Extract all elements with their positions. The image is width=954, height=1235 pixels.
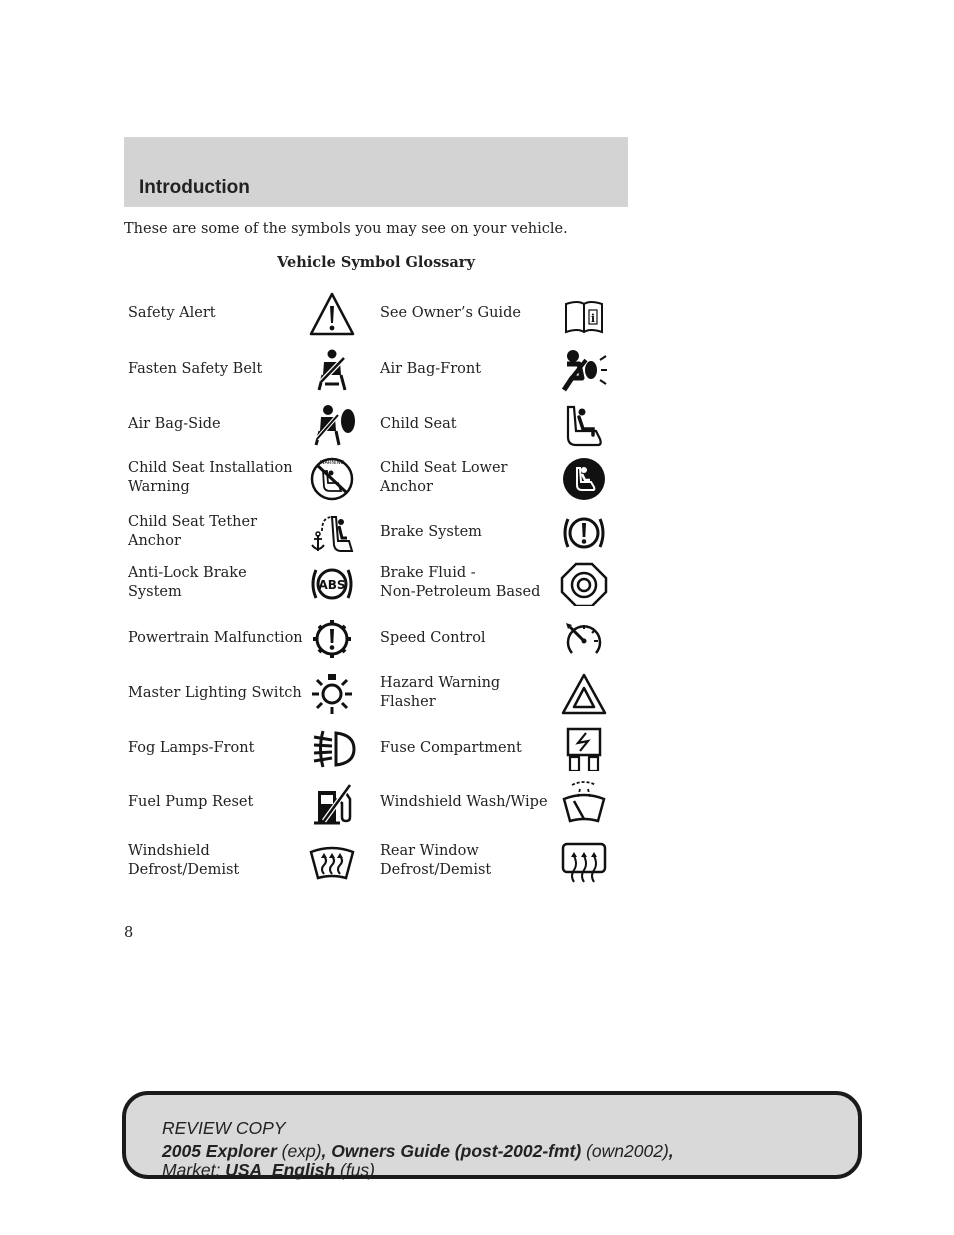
symbol-label: [380, 342, 555, 396]
symbol-label-line: Speed Control: [380, 629, 486, 646]
child-seat-warning-icon: [308, 457, 356, 501]
symbol-label-line: Non-Petroleum Based: [380, 584, 541, 600]
symbol-label: [128, 666, 303, 720]
symbol-label: [128, 721, 303, 775]
glossary-row: [124, 666, 628, 720]
glossary-row: [124, 611, 628, 665]
footer-sep-2: ,: [668, 1141, 674, 1161]
symbol-label-line: Child Seat Tether: [128, 514, 257, 530]
symbol-label-line: Brake System: [380, 523, 482, 540]
symbol-label-line: Safety Alert: [128, 304, 216, 321]
airbag-front-icon: [560, 348, 608, 392]
symbol-label-line: Child Seat: [380, 415, 457, 432]
symbol-label: [128, 611, 303, 665]
footer-sep: ,: [321, 1141, 327, 1161]
footer-review: REVIEW COPY: [162, 1118, 286, 1138]
footer-model-code: (exp): [281, 1141, 322, 1161]
glossary-row: [124, 721, 628, 775]
symbol-label-line: Brake Fluid -: [380, 565, 476, 581]
glossary-title: Vehicle Symbol Glossary: [277, 254, 475, 271]
symbol-label: [380, 611, 555, 665]
fuse-icon: [560, 727, 608, 771]
lighting-switch-icon: [308, 672, 356, 716]
footer-guide: Owners Guide (post-2002-fmt): [331, 1141, 582, 1161]
section-title: Introduction: [139, 177, 250, 198]
symbol-label-line: Fuse Compartment: [380, 739, 522, 756]
symbol-label-line: Hazard Warning Flasher: [380, 675, 501, 710]
symbol-label: [128, 451, 303, 505]
glossary-row: [124, 775, 628, 829]
powertrain-icon: [308, 617, 356, 661]
child-seat-lower-anchor-icon: [560, 457, 608, 501]
brake-system-icon: [560, 511, 608, 555]
symbol-label: [128, 834, 303, 888]
airbag-side-icon: [308, 403, 356, 447]
symbol-label: [128, 342, 303, 396]
symbol-label-line: Warning: [128, 479, 190, 495]
symbol-label: [380, 451, 555, 505]
symbol-label-line: Defrost/Demist: [128, 862, 240, 878]
symbol-label-line: Fasten Safety Belt: [128, 360, 263, 377]
symbol-label: [128, 556, 303, 610]
footer-market: USA_English: [225, 1160, 336, 1180]
symbol-label-line: Anchor: [128, 533, 181, 549]
symbol-label: [380, 556, 555, 610]
glossary-row: [124, 342, 628, 396]
footer-line-2: [162, 1141, 674, 1162]
symbol-label: [380, 286, 555, 340]
symbol-label: [128, 505, 303, 559]
glossary-row: [124, 286, 628, 340]
symbol-label-line: Air Bag-Front: [380, 360, 482, 377]
svg-text:i: i: [590, 312, 596, 325]
brake-fluid-icon: [560, 562, 608, 606]
symbol-label-line: Master Lighting Switch: [128, 684, 302, 701]
svg-text:WARNING: WARNING: [319, 460, 345, 466]
symbol-label-line: Fog Lamps-Front: [128, 739, 255, 756]
intro-text: These are some of the symbols you may see on your vehicle.: [124, 221, 568, 237]
footer-model: 2005 Explorer: [162, 1141, 277, 1161]
symbol-label: [380, 505, 555, 559]
symbol-label-line: Defrost/Demist: [380, 862, 492, 878]
hazard-flasher-icon: [560, 672, 608, 716]
speed-control-icon: [560, 617, 608, 661]
footer-market-label: Market:: [162, 1160, 221, 1180]
rear-defrost-icon: [560, 840, 608, 884]
symbol-label-line: Anti-Lock Brake System: [128, 565, 247, 600]
symbol-label-line: Fuel Pump Reset: [128, 793, 254, 810]
footer-market-code: (fus): [340, 1160, 375, 1180]
glossary-row: [124, 834, 628, 888]
fog-lamp-icon: [308, 727, 356, 771]
glossary-row: [124, 505, 628, 559]
symbol-label-line: Child Seat Lower: [380, 460, 508, 476]
windshield-defrost-icon: [308, 840, 356, 884]
symbol-label: [380, 721, 555, 775]
warning-triangle-icon: [308, 292, 356, 336]
symbol-label-line: Windshield Wash/Wipe: [380, 793, 548, 810]
symbol-label: [128, 397, 303, 451]
symbol-label-line: Child Seat Installation: [128, 460, 293, 476]
windshield-wash-wipe-icon: [560, 781, 608, 825]
symbol-label-line: Windshield: [128, 843, 210, 859]
symbol-label-line: Air Bag-Side: [128, 415, 221, 432]
symbol-label-line: Rear Window: [380, 843, 479, 859]
page-number: 8: [124, 925, 134, 941]
fuel-pump-reset-icon: [308, 781, 356, 825]
footer-line-3: [162, 1160, 375, 1181]
abs-icon: [308, 562, 356, 606]
symbol-label-line: Powertrain Malfunction: [128, 629, 303, 646]
seat-belt-icon: [308, 348, 356, 392]
child-seat-tether-icon: [308, 511, 356, 555]
child-seat-icon: [560, 403, 608, 447]
glossary-row: [124, 397, 628, 451]
footer-guide-code: (own2002): [586, 1141, 669, 1161]
symbol-label-line: See Owner’s Guide: [380, 304, 521, 321]
symbol-label-line: Anchor: [380, 479, 433, 495]
glossary-row: [124, 556, 628, 610]
symbol-label: [128, 775, 303, 829]
symbol-label: [380, 397, 555, 451]
owners-guide-book-icon: [560, 292, 608, 336]
svg-text:ABS: ABS: [318, 578, 346, 592]
glossary-row: [124, 451, 628, 505]
symbol-label: [380, 666, 555, 720]
symbol-label: [128, 286, 303, 340]
symbol-label: [380, 775, 555, 829]
symbol-label: [380, 834, 555, 888]
